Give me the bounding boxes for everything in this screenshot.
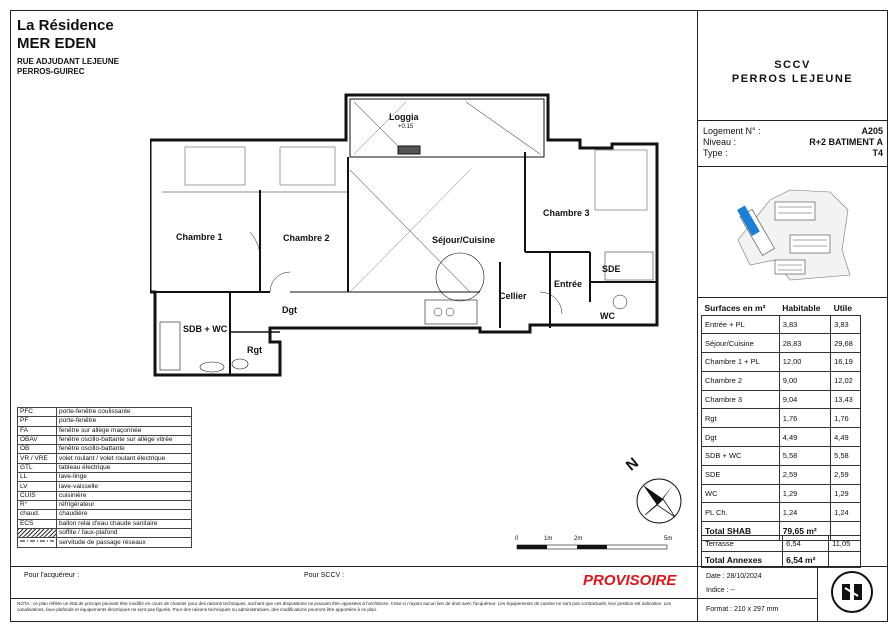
cell: 1,29 xyxy=(779,484,830,503)
acquereur-signature-label: Pour l'acquéreur : xyxy=(24,572,80,579)
room-sejour: Séjour/Cuisine xyxy=(432,235,496,245)
project-name-line2: MER EDEN xyxy=(17,35,97,52)
cell: 1,24 xyxy=(779,503,830,522)
legend-code: FA xyxy=(18,426,57,435)
legend-row xyxy=(18,538,192,548)
legend-row xyxy=(18,426,192,435)
total-label: Total SHAB xyxy=(702,522,780,541)
legend-code: VR / VRE xyxy=(18,454,57,463)
legend-label: ballon relai d'eau chaude sanitaire xyxy=(57,519,192,528)
legend-label: fenêtre oscillo-battante sur allège vitrée xyxy=(57,435,192,444)
room-entree: Entrée xyxy=(554,279,583,289)
room-rgt: Rgt xyxy=(247,345,262,355)
indice-text: Indice : -- xyxy=(706,587,736,594)
cell: 1,76 xyxy=(831,409,861,428)
legend-code: CUIS xyxy=(18,491,57,500)
client-line1: SCCV xyxy=(774,59,811,71)
type-value: T4 xyxy=(872,148,883,158)
legend-label: chaudière xyxy=(57,510,192,519)
cell: 12,02 xyxy=(831,371,861,390)
legend-row xyxy=(18,417,192,426)
table-row xyxy=(702,536,861,552)
cell: 9,00 xyxy=(779,371,830,390)
cell: Chambre 3 xyxy=(702,390,780,409)
table-row xyxy=(702,447,861,466)
architect-logo-icon xyxy=(830,570,874,614)
cell: 2,59 xyxy=(779,465,830,484)
cell: Rgt xyxy=(702,409,780,428)
room-loggia: Loggia xyxy=(389,112,419,122)
legend-code: GTL xyxy=(18,463,57,472)
niveau-label: Niveau : xyxy=(703,137,737,147)
legend-row xyxy=(18,473,192,482)
table-row xyxy=(702,465,861,484)
project-name-line1: La Résidence xyxy=(17,17,114,34)
legend-row xyxy=(18,408,192,417)
cell: Séjour/Cuisine xyxy=(702,334,780,353)
surfaces-table xyxy=(701,301,861,541)
legend-label: lave-vaisselle xyxy=(57,482,192,491)
table-row xyxy=(702,484,861,503)
legend-label: tableau électrique xyxy=(57,463,192,472)
habitable-header: Habitable xyxy=(782,302,821,313)
cell: 5,58 xyxy=(779,447,830,466)
logement-label: Logement N° : xyxy=(703,126,761,136)
project-title-block xyxy=(17,17,119,77)
room-sde: SDE xyxy=(602,264,621,274)
cell: 1,76 xyxy=(779,409,830,428)
cell: 12,00 xyxy=(779,353,830,372)
legend-row xyxy=(18,435,192,444)
client-name xyxy=(697,58,888,86)
sccv-signature-label: Pour SCCV : xyxy=(304,572,345,579)
cell: 4,49 xyxy=(831,428,861,447)
dashed-line-swatch xyxy=(18,538,57,548)
cell: 3,83 xyxy=(831,315,861,334)
scale-label-2m: 2m xyxy=(574,536,583,542)
table-row xyxy=(702,334,861,353)
room-dgt: Dgt xyxy=(282,305,297,315)
cell: Chambre 1 + PL xyxy=(702,353,780,372)
legend-label: lave-linge xyxy=(57,473,192,482)
cell: 1,29 xyxy=(831,484,861,503)
utile-header: Utile xyxy=(833,302,852,313)
legend-row xyxy=(18,500,192,509)
legend-code: OBAV xyxy=(18,435,57,444)
legend-row xyxy=(18,510,192,519)
legend-label: porte-fenêtre xyxy=(57,417,192,426)
cell: SDE xyxy=(702,465,780,484)
floor-plan xyxy=(150,92,670,377)
table-row xyxy=(702,428,861,447)
room-chambre3: Chambre 3 xyxy=(543,208,590,218)
legend-table xyxy=(17,407,192,548)
legend-code: LV xyxy=(18,482,57,491)
legend-row xyxy=(18,482,192,491)
legend-label: cuisinière xyxy=(57,491,192,500)
table-row xyxy=(702,390,861,409)
table-row xyxy=(702,315,861,334)
surfaces-header: Surfaces en m² xyxy=(704,302,766,313)
cell: 13,43 xyxy=(831,390,861,409)
cell: Chambre 2 xyxy=(702,371,780,390)
cell: 29,68 xyxy=(831,334,861,353)
room-wc: WC xyxy=(600,311,615,321)
legend-row xyxy=(18,528,192,537)
cell: PL Ch. xyxy=(702,503,780,522)
annexes-table xyxy=(701,535,861,568)
scale-label-5m: 5m xyxy=(664,536,673,542)
legend-row xyxy=(18,445,192,454)
status-provisoire: PROVISOIRE xyxy=(583,572,677,589)
key-plan xyxy=(730,180,860,290)
legend-row xyxy=(18,519,192,528)
room-chambre1: Chambre 1 xyxy=(176,232,223,242)
cell: Dgt xyxy=(702,428,780,447)
legend-row xyxy=(18,463,192,472)
cell: 3,83 xyxy=(779,315,830,334)
cell: Entrée + PL xyxy=(702,315,780,334)
legend-code: LL xyxy=(18,473,57,482)
cell: SDB + WC xyxy=(702,447,780,466)
niveau-value: R+2 BATIMENT A xyxy=(809,137,883,147)
cell: 16,19 xyxy=(831,353,861,372)
legend-code: PF xyxy=(18,417,57,426)
address-line1: RUE ADJUDANT LEJEUNE xyxy=(17,57,119,66)
format-text: Format : 210 x 297 mm xyxy=(706,606,779,613)
legal-note: NOTA : ce plan reflète un état de principe pouvant être modifié en cours de chantier pour des raisons techniques, sachant que ces dispositions ne pouvant être opposées à l'architecte. Celui-ci n'ayant aucun lien de droit avec l'acquéreur. Les équipements de cuisine ne sont pas contractuels, leur position est indicative. Les canalisations, faux-plafonds et équipements électriques ne sont pas figurés. Pour des raisons techniques ou administratives, des modifications pourront être apportées à ce plan. xyxy=(17,601,671,612)
legend-code: ECS xyxy=(18,519,57,528)
type-label: Type : xyxy=(703,148,728,158)
legend-row xyxy=(18,454,192,463)
room-sdb: SDB + WC xyxy=(183,324,228,334)
cell: 5,58 xyxy=(831,447,861,466)
cell: 1,24 xyxy=(831,503,861,522)
cell: 28,83 xyxy=(779,334,830,353)
legend-code: R° xyxy=(18,500,57,509)
table-row xyxy=(702,371,861,390)
legend-label: fenêtre oscillo-battante xyxy=(57,445,192,454)
table-row xyxy=(702,409,861,428)
cell: 4,49 xyxy=(779,428,830,447)
table-row xyxy=(702,503,861,522)
date-text: Date : 28/10/2024 xyxy=(706,573,762,580)
room-chambre2: Chambre 2 xyxy=(283,233,330,243)
scale-label-0: 0 xyxy=(515,536,519,542)
scale-bar xyxy=(514,543,674,553)
legend-row xyxy=(18,491,192,500)
address-line2: PERROS-GUIREC xyxy=(17,67,85,76)
north-label: N xyxy=(622,454,643,475)
cell: 6,54 xyxy=(783,536,829,552)
soffit-swatch xyxy=(18,528,57,537)
scale-label-1m: 1m xyxy=(544,536,553,542)
logement-value: A205 xyxy=(861,126,883,136)
room-cellier: Cellier xyxy=(499,291,527,301)
table-row xyxy=(702,353,861,372)
cell: Terrasse xyxy=(702,536,783,552)
lot-info xyxy=(703,126,883,159)
legend-code: OB xyxy=(18,445,57,454)
legend-label: servitude de passage réseaux xyxy=(57,538,192,548)
legend-label: réfrigérateur xyxy=(57,500,192,509)
loggia-level: +0.15 xyxy=(398,124,414,130)
legend-code: PFC xyxy=(18,408,57,417)
total-value: 79,65 m² xyxy=(779,522,830,541)
annexes-total-label: Total Annexes xyxy=(702,552,783,568)
legend-label: volet roulant / volet roulant électrique xyxy=(57,454,192,463)
legend-code: chaud. xyxy=(18,510,57,519)
cell: WC xyxy=(702,484,780,503)
client-line2: PERROS LEJEUNE xyxy=(731,73,854,85)
legend-label: soffite / faux-plafond xyxy=(57,528,192,537)
cell: 2,59 xyxy=(831,465,861,484)
cell: 9,04 xyxy=(779,390,830,409)
legend-label: fenêtre sur allège maçonnée xyxy=(57,426,192,435)
cell: 11,05 xyxy=(829,536,861,552)
annexes-total-value: 6,54 m² xyxy=(783,552,829,568)
legend-label: porte-fenêtre coulissante xyxy=(57,408,192,417)
